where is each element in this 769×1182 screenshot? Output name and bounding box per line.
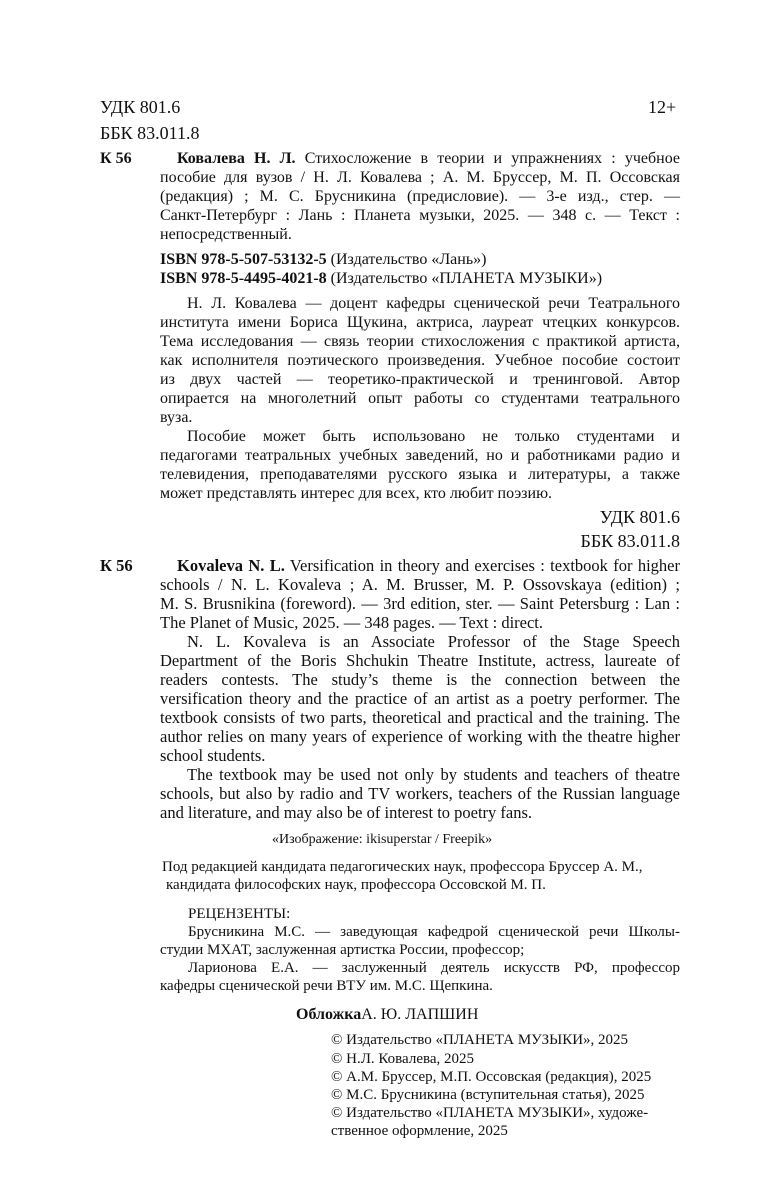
cover-name: А. Ю. ЛАПШИН xyxy=(361,1006,479,1023)
ru-entry-line-4: Санкт-Петербург : Лань : Планета музыки, 2025. — 348 с. — Текст : xyxy=(160,207,680,224)
ru-abstract-line: Пособие может быть использовано не только студентами и xyxy=(187,428,680,445)
editors-line: Под редакцией кандидата педагогических наук, профессора Бруссер А. М., xyxy=(162,859,643,875)
en-abstract-line: school students. xyxy=(160,746,266,765)
ru-entry-line-2: пособие для вузов / Н. Л. Ковалева ; А. М. Бруссер, М. П. Оссовская xyxy=(160,169,680,186)
ru-abstract-line: опирается на многолетний опыт работы со студентами театрального xyxy=(160,390,680,407)
ru-title: Стихосложение в теории и упражнениях : учебное xyxy=(304,150,680,167)
reviewers-title: РЕЦЕНЗЕНТЫ: xyxy=(188,906,291,922)
copyright-line: © Н.Л. Ковалева, 2025 xyxy=(331,1051,475,1067)
ru-abstract-line: из двух частей — теоретико-практической и тренинговой. Автор xyxy=(160,371,680,388)
en-title: Versification in theory and exercises : textbook for higher xyxy=(289,556,680,575)
isbn-planeta: ISBN 978-5-4495-4021-8 (Издательство «ПЛАНЕТА МУЗЫКИ») xyxy=(160,270,603,287)
copyright-line: © Издательство «ПЛАНЕТА МУЗЫКИ», 2025 xyxy=(331,1032,629,1048)
en-entry-line-2: schools / N. L. Kovaleva ; A. M. Brusser, M. P. Ossovskaya (edition) ; xyxy=(160,575,680,594)
image-credit: «Изображение: ikisuperstar / Freepik» xyxy=(272,832,493,847)
ru-entry-line-3: (редакция) ; М. С. Брусникина (предисловие). — 3-е изд., стер. — xyxy=(160,188,680,205)
cover-label: Обложка xyxy=(296,1006,362,1023)
en-abstract-line: versification theory and the practice of an artist as a poetry performer. The xyxy=(160,689,680,708)
copyright-line: © М.С. Брусникина (вступительная статья), 2025 xyxy=(331,1087,645,1103)
en-abstract-line: author relies on many years of experience of working with the theatre higher xyxy=(160,727,680,746)
en-abstract-line: N. L. Kovaleva is an Associate Professor of the Stage Speech xyxy=(187,632,680,651)
en-abstract-line: schools, but also by radio and TV workers, teachers of the Russian language xyxy=(160,784,680,803)
en-author: Kovaleva N. L. xyxy=(177,556,285,575)
copyright-line: ственное оформление, 2025 xyxy=(331,1123,508,1139)
copyright-line: © А.М. Бруссер, М.П. Оссовская (редакция), 2025 xyxy=(331,1069,652,1085)
udk-code: УДК 801.6 xyxy=(100,97,181,117)
reviewer-line: кафедры сценической речи ВТУ им. М.С. Щепкина. xyxy=(160,978,493,994)
ru-abstract-line: может представлять интерес для всех, кто любит поэзию. xyxy=(160,485,553,502)
age-rating: 12+ xyxy=(648,97,677,117)
ru-entry-line-1 xyxy=(177,150,680,167)
ru-abstract-line: педагогами театральных учебных заведений, но и работниками радио и xyxy=(160,447,680,464)
en-entry-line-1 xyxy=(177,557,680,574)
copyright-line: © Издательство «ПЛАНЕТА МУЗЫКИ», художе- xyxy=(331,1105,649,1121)
ru-abstract-line: как исполнителя поэтического произведения. Учебное пособие состоит xyxy=(160,352,680,369)
ru-abstract-line: Н. Л. Ковалева — доцент кафедры сценической речи Театрального xyxy=(187,295,680,312)
reviewer-line: Ларионова Е.А. — заслуженный деятель искусств РФ, профессор xyxy=(188,960,680,976)
cover-designer xyxy=(296,1006,478,1023)
en-abstract-line: and literature, and may also be of interest to poetry fans. xyxy=(160,803,533,822)
ru-abstract-line: вуза. xyxy=(160,409,193,426)
udk-code-bottom: УДК 801.6 xyxy=(599,507,680,527)
en-author-mark: К 56 xyxy=(100,556,133,575)
ru-abstract-line: Тема исследования — связь теории стихосложения с практикой артиста, xyxy=(160,333,680,350)
en-abstract-line: Department of the Boris Shchukin Theatre Institute, actress, laureate of xyxy=(160,651,680,670)
ru-abstract-line: телевидения, преподавателями русского языка и литературы, а также xyxy=(160,466,680,483)
ru-entry-line-5: непосредственный. xyxy=(160,226,292,243)
bbk-code: ББК 83.011.8 xyxy=(100,123,200,143)
en-abstract-line: The textbook may be used not only by students and teachers of theatre xyxy=(187,765,680,784)
en-entry-line-3: M. S. Brusnikina (foreword). — 3rd edition, ster. — Saint Petersburg : Lan : xyxy=(160,594,680,613)
editors-line: кандидата философских наук, профессора Оссовской М. П. xyxy=(166,877,546,893)
ru-author-mark: К 56 xyxy=(100,150,132,167)
en-entry-line-4: The Planet of Music, 2025. — 348 pages. — Text : direct. xyxy=(160,613,544,632)
isbn-lan: ISBN 978-5-507-53132-5 (Издательство «Лань») xyxy=(160,251,487,268)
ru-author: Ковалева Н. Л. xyxy=(177,150,296,167)
bbk-code-bottom: ББК 83.011.8 xyxy=(580,531,680,551)
reviewer-line: Брусникина М.С. — заведующая кафедрой сценической речи Школы- xyxy=(188,924,680,940)
ru-abstract-line: института имени Бориса Щукина, актриса, лауреат чтецких конкурсов. xyxy=(160,314,680,331)
en-abstract-line: readers contests. The study’s theme is the connection between the xyxy=(160,670,680,689)
en-abstract-line: textbook consists of two parts, theoretical and practical and the training. The xyxy=(160,708,680,727)
reviewer-line: студии МХАТ, заслуженная артистка России, профессор; xyxy=(160,942,525,958)
